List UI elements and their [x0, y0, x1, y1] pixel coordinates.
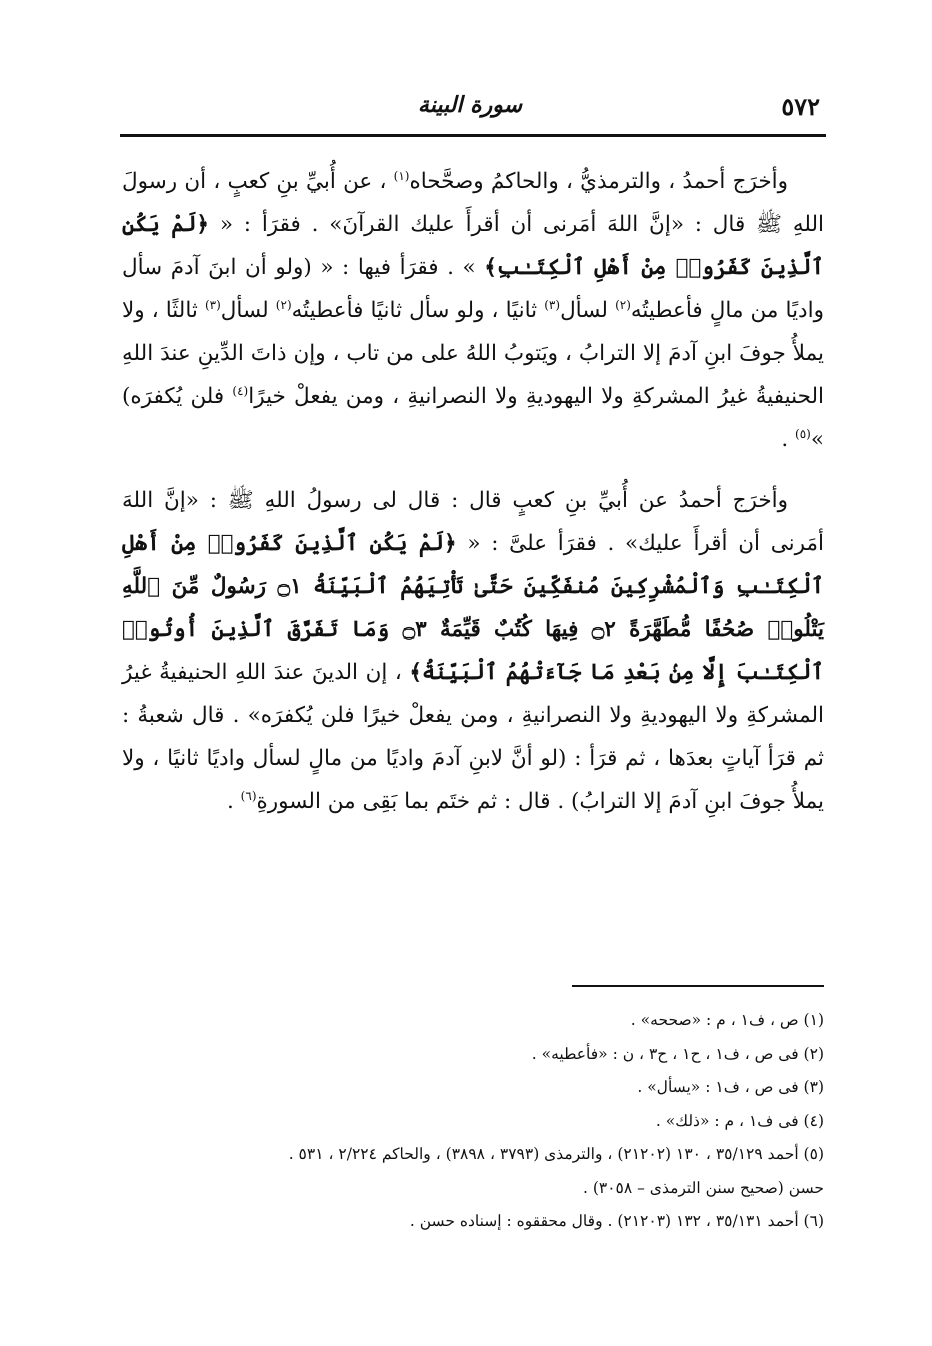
- text-segment: ، إن الدينَ عندَ اللهِ الحنيفيةُ غيرُ المشركةِ ولا اليهوديةِ ولا النصرانيةِ ، ومن يفعلْ خيرًا فلن يُكفرَه» . قال شعبةُ : ثم قرَأ آياتٍ بعدَها ، ثم قرَأ : (لو أنَّ لابنِ آدمَ واديًا من مالٍ لسأل واديًا ثانيًا ، ولا يملأُ جوفَ ابنِ آدمَ إلا الترابُ) . قال : ثم ختَم بما بَقِى من السورةِ: [122, 660, 824, 814]
- text-segment: لسأل: [220, 298, 276, 323]
- page-header: [120, 92, 820, 132]
- footnotes: [118, 1004, 824, 1239]
- footnote-5-continued: حسن (صحيح سنن الترمذى – ٣٠٥٨) .: [582, 1178, 824, 1197]
- footnote-4: (٤) فى ف١ ، م : «ذلك» .: [655, 1111, 824, 1130]
- paragraph-1: [122, 160, 824, 461]
- text-segment: وأخرَج أحمدُ ، والترمذيُّ ، والحاكمُ وصحَّحاه: [409, 169, 788, 194]
- quran-verse: ﴿لَمْ يَكُنِ ٱلَّذِينَ كَفَرُوا۟ مِنْ أَهْلِ ٱلْكِتَـٰبِ﴾: [122, 212, 824, 280]
- footnote-marker: (٢): [615, 297, 631, 312]
- page-number: ٥٧٢: [781, 92, 820, 121]
- text-segment: .: [227, 789, 241, 814]
- paragraph-2: [122, 479, 824, 823]
- footnote-marker: (٣): [544, 297, 561, 312]
- text-segment: » . فقرَأ فيها : « (ولو أن ابنَ آدمَ سأل واديًا من مالٍ فأعطيتُه: [122, 255, 824, 323]
- text-segment: ، عن أُبيِّ بنِ كعبٍ ، أن رسولَ اللهِ ﷺ قال : «إنَّ اللهَ أمَرنى أن أقرأَ عليك القرآنَ» . فقرَأ : «: [122, 169, 824, 237]
- running-title: سورة البينة: [417, 92, 523, 118]
- header-rule: [120, 134, 826, 137]
- footnote-5: (٥) أحمد ٣٥/١٢٩ ، ١٣٠ (٢١٢٠٢) ، والترمذى (٣٧٩٣ ، ٣٨٩٨) ، والحاكم ٢/٢٢٤ ، ٥٣١ .: [288, 1145, 824, 1163]
- footnote-2: (٢) فى ص ، ف١ ، ح١ ، ح٣ ، ن : «فأعطيه» .: [531, 1044, 824, 1063]
- text-segment: وأخرَج أحمدُ عن أُبيِّ بنِ كعبٍ قال : قال لى رسولُ اللهِ ﷺ : «إنَّ اللهَ أمَرنى أن أقرأَ عليك» . فقرَأ علىَّ : «: [122, 488, 824, 556]
- text-segment: .: [781, 427, 796, 452]
- text-segment: لسأل: [560, 298, 616, 323]
- footnote-6: (٦) أحمد ٣٥/١٣١ ، ١٣٢ (٢١٢٠٣) . وقال محققوه : إسناده حسن .: [409, 1212, 824, 1230]
- footnote-marker: (٦): [240, 788, 257, 803]
- main-text: [122, 160, 824, 823]
- footnote-3: (٣) فى ص ، ف١ : «يسأل» .: [637, 1078, 824, 1096]
- footnote-marker: (٤): [232, 383, 249, 398]
- footnote-rule: [572, 985, 824, 987]
- text-segment: ثالثًا ، ولا يملأُ جوفَ ابنِ آدمَ إلا الترابُ ، ويَتوبُ اللهُ على من تاب ، وإن ذاتَ الدِّينِ عندَ اللهِ الحنيفيةُ غيرُ المشركةِ ولا اليهوديةِ ولا النصرانيةِ ، ومن يفعلْ خيرًا: [122, 298, 824, 409]
- footnote-marker: (٥): [795, 426, 811, 441]
- footnote-1: (١) ص ، ف١ ، م : «صححه» .: [630, 1011, 824, 1029]
- text-segment: ثانيًا ، ولو سأل ثانيًا فأعطيتُه: [291, 298, 545, 323]
- text-segment: فلن يُكفرَه) »: [122, 384, 824, 452]
- footnote-marker: (٢): [275, 297, 292, 312]
- footnote-marker: (٣): [204, 297, 221, 312]
- footnote-marker: (١): [393, 168, 410, 183]
- quran-verse: ﴿لَمْ يَكُنِ ٱلَّذِينَ كَفَرُوا۟ مِنْ أَهْلِ ٱلْكِتَـٰبِ وَٱلْمُشْرِكِينَ مُنفَكِّينَ حَتَّىٰ تَأْتِيَهُمُ ٱلْبَيِّنَةُ ۝١ رَسُولٌ مِّنَ ٱللَّهِ يَتْلُوا۟ صُحُفًا مُّطَهَّرَةً ۝٢ فِيهَا كُتُبٌ قَيِّمَةٌ ۝٣ وَمَا تَفَرَّقَ ٱلَّذِينَ أُوتُوا۟ ٱلْكِتَـٰبَ إِلَّا مِنۢ بَعْدِ مَا جَآءَتْهُمُ ٱلْبَيِّنَةُ﴾: [122, 531, 824, 685]
